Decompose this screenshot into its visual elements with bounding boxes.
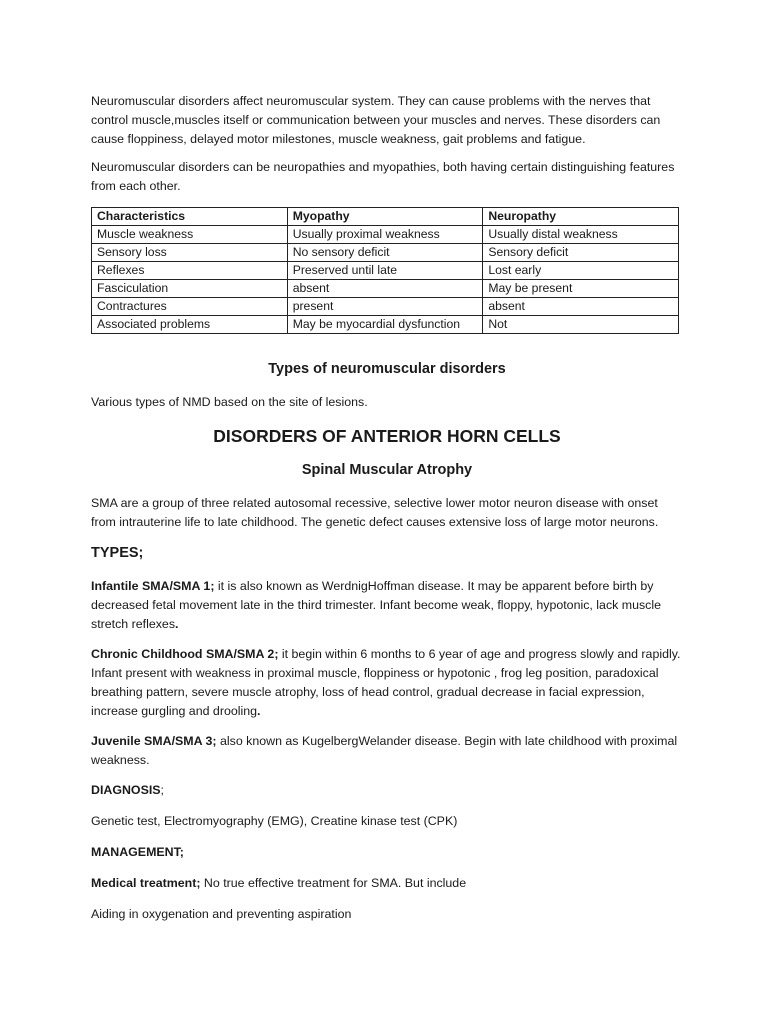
table-header-row	[92, 208, 679, 226]
table-cell: Not	[483, 316, 679, 334]
table-cell: May be present	[483, 280, 679, 298]
table-header-cell: Myopathy	[287, 208, 483, 226]
table-cell: Muscle weakness	[92, 226, 288, 244]
type-end: .	[257, 704, 261, 718]
table-cell: absent	[287, 280, 483, 298]
table-header-cell: Neuropathy	[483, 208, 679, 226]
table-cell: Reflexes	[92, 262, 288, 280]
types-heading: Types of neuromuscular disorders	[268, 361, 506, 377]
type-text: it is also known as WerdnigHoffman disease. It may be apparent before birth by decreased fetal movement late in the third trimester. Infant become weak, floppy, hypotonic, lack muscle stretch reflexes	[91, 579, 662, 631]
table-header-cell: Characteristics	[92, 208, 288, 226]
sma-heading: Spinal Muscular Atrophy	[301, 462, 473, 478]
table-cell: No sensory deficit	[287, 244, 483, 262]
table-cell: Contractures	[92, 298, 288, 316]
type-title: Infantile SMA/SMA 1;	[91, 579, 215, 593]
table-row	[92, 316, 679, 334]
type-title: Juvenile SMA/SMA 3;	[91, 734, 217, 748]
table-row	[92, 226, 679, 244]
table-cell: Lost early	[483, 262, 679, 280]
diagnosis-semicolon: ;	[160, 783, 164, 797]
table-cell: Usually distal weakness	[483, 226, 679, 244]
disorders-heading: DISORDERS OF ANTERIOR HORN CELLS	[213, 426, 561, 446]
diagnosis-text: Genetic test, Electromyography (EMG), Creatine kinase test (CPK)	[91, 814, 458, 828]
management-heading: MANAGEMENT;	[91, 845, 184, 859]
type-sma1	[91, 577, 683, 634]
table-cell: Sensory loss	[92, 244, 288, 262]
table-cell: Associated problems	[92, 316, 288, 334]
table-cell: absent	[483, 298, 679, 316]
sma-description: SMA are a group of three related autosomal recessive, selective lower motor neuron disease with onset from intrauterine life to late childhood. The genetic defect causes extensive loss of large motor neurons.	[91, 496, 659, 529]
type-title: Chronic Childhood SMA/SMA 2;	[91, 647, 279, 661]
intro-paragraph-2: Neuromuscular disorders can be neuropathies and myopathies, both having certain distinguishing features from each other.	[91, 160, 675, 193]
type-end: .	[175, 617, 179, 631]
medical-treatment	[91, 874, 683, 893]
document-page	[91, 92, 683, 936]
type-text: it begin within 6 months to 6 year of age and progress slowly and rapidly. Infant present with weakness in proximal muscle, floppiness or hypotonic , frog leg position, paradoxical breathing pattern, severe muscle atrophy, loss of head control, gradual decrease in facial expression, increase gurgling and drooling	[91, 647, 681, 718]
table-row	[92, 298, 679, 316]
diagnosis-heading	[91, 781, 683, 800]
diagnosis-heading-text: DIAGNOSIS	[91, 783, 161, 797]
table-cell: present	[287, 298, 483, 316]
last-line: Aiding in oxygenation and preventing aspiration	[91, 907, 352, 921]
table-cell: Fasciculation	[92, 280, 288, 298]
intro-paragraph-1: Neuromuscular disorders affect neuromuscular system. They can cause problems with the nerves that control muscle,muscles itself or communication between your muscles and nerves. These disorders can cause floppiness, delayed motor milestones, muscle weakness, gait problems and fatigue.	[91, 94, 661, 146]
type-sma3	[91, 732, 683, 770]
type-text: also known as KugelbergWelander disease. Begin with late childhood with proximal weakness.	[91, 734, 678, 767]
types-intro: Various types of NMD based on the site of lesions.	[91, 395, 368, 409]
table-cell: Preserved until late	[287, 262, 483, 280]
comparison-table	[91, 207, 679, 334]
table-row	[92, 280, 679, 298]
medical-title: Medical treatment;	[91, 876, 201, 890]
table-cell: May be myocardial dysfunction	[287, 316, 483, 334]
medical-text: No true effective treatment for SMA. But include	[200, 876, 467, 890]
type-sma2	[91, 645, 683, 721]
table-cell: Usually proximal weakness	[287, 226, 483, 244]
table-row	[92, 262, 679, 280]
table-row	[92, 244, 679, 262]
table-cell: Sensory deficit	[483, 244, 679, 262]
types-list-heading: TYPES;	[91, 545, 144, 561]
